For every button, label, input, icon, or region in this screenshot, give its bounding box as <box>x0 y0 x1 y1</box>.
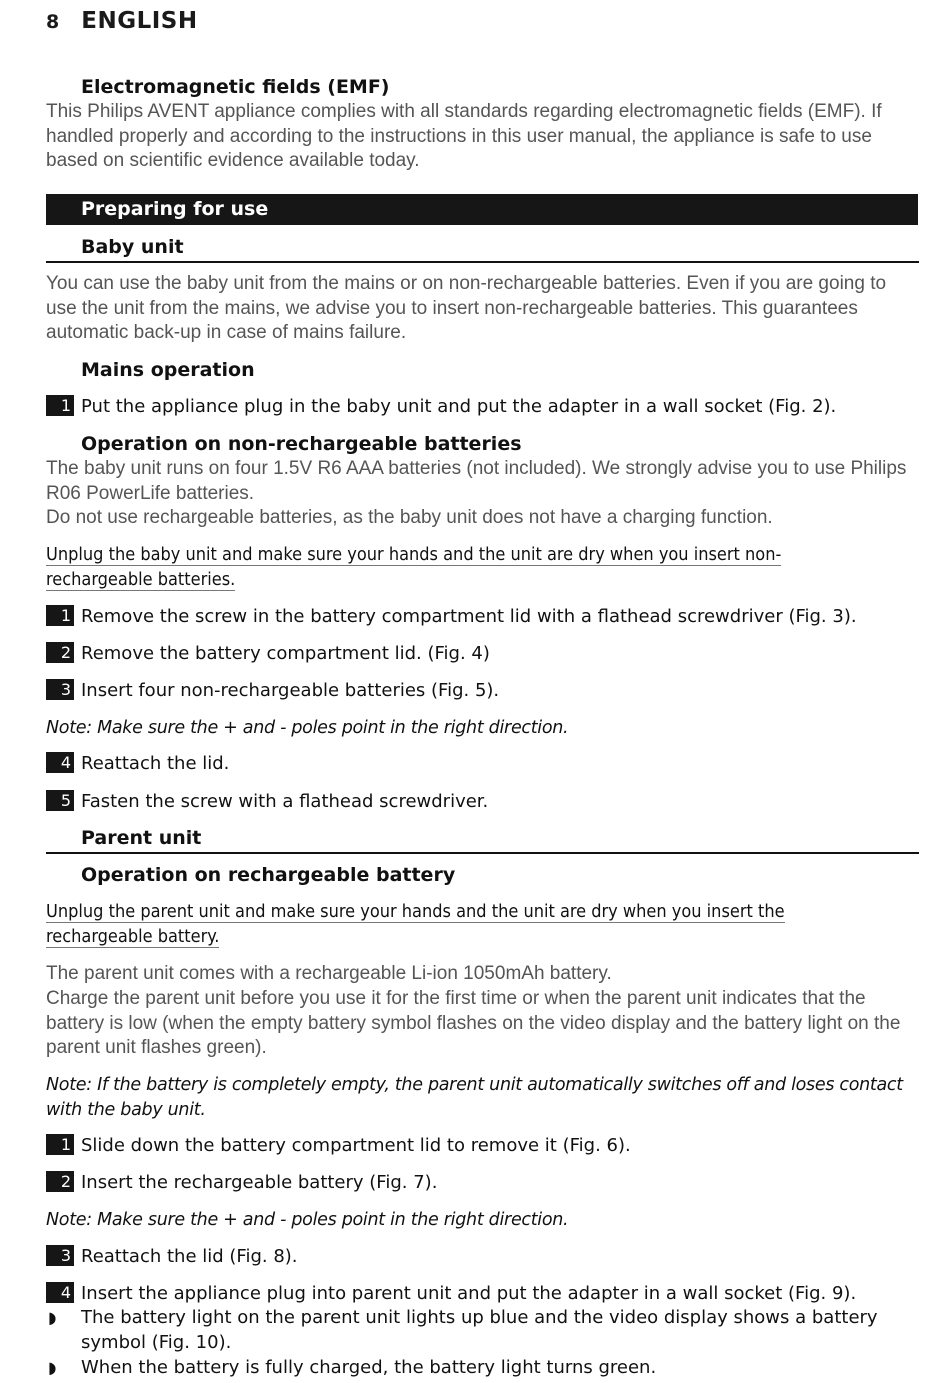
warning-parent-unit <box>46 900 918 949</box>
step-text: Insert the appliance plug into parent unit and put the adapter in a wall socket (Fig. 9). <box>81 1283 857 1304</box>
step-item <box>46 642 926 667</box>
step-number: 5 <box>46 790 74 811</box>
baby-unit-paragraph: You can use the baby unit from the mains or on non-rechargeable batteries. Even if you are going to use the unit from the mains, we advise you to insert non-rechargeable batteries. This guarantees automatic back-up in case of mains failure. <box>46 273 887 344</box>
emf-heading: Electromagnetic fields (EMF) <box>81 76 390 98</box>
parent-paragraph-1: The parent unit comes with a rechargeable Li-ion 1050mAh battery. <box>46 963 612 984</box>
bullet-arrow-icon: ◗ <box>48 1358 57 1377</box>
warning-line: rechargeable battery. <box>46 925 220 947</box>
result-bullet <box>46 1306 918 1355</box>
warning-line: Unplug the baby unit and make sure your hands and the unit are dry when you insert non- <box>46 544 782 565</box>
step-number: 4 <box>46 752 74 773</box>
step-item <box>46 1245 926 1270</box>
step-text: Remove the screw in the battery compartment lid with a flathead screwdriver (Fig. 3). <box>81 606 857 627</box>
mains-operation-heading: Mains operation <box>81 359 255 381</box>
divider <box>46 261 919 263</box>
warning-line: Unplug the parent unit and make sure your hands and the unit are dry when you insert the <box>46 901 785 922</box>
step-item <box>46 1282 926 1307</box>
warning-baby-unit <box>46 543 918 592</box>
step-item <box>46 679 926 704</box>
bullet-text: When the battery is fully charged, the battery light turns green. <box>81 1357 657 1378</box>
language-title: ENGLISH <box>81 8 198 34</box>
divider <box>46 852 919 854</box>
step-number: 3 <box>46 1245 74 1266</box>
step-text: Fasten the screw with a flathead screwdriver. <box>81 791 489 812</box>
step-text: Insert four non-rechargeable batteries (Fig. 5). <box>81 680 500 701</box>
step-item <box>46 1134 926 1159</box>
step-item <box>46 1171 926 1196</box>
bullet-arrow-icon: ◗ <box>48 1308 57 1327</box>
step-number: 2 <box>46 1171 74 1192</box>
warning-line: rechargeable batteries. <box>46 568 236 590</box>
section-bar-title: Preparing for use <box>81 198 269 220</box>
note-poles: Note: Make sure the + and - poles point in the right direction. <box>46 1210 569 1230</box>
rechargeable-heading: Operation on rechargeable battery <box>81 864 456 886</box>
note-battery-empty: Note: If the battery is completely empty, the parent unit automatically switches off and loses contact with the baby unit. <box>46 1075 903 1120</box>
page-number: 8 <box>46 11 60 33</box>
parent-paragraph-2: Charge the parent unit before you use it for the first time or when the parent unit indicates that the battery is low (when the empty battery symbol flashes on the video display and the battery light on the parent unit flashes green). <box>46 988 901 1059</box>
step-text: Put the appliance plug in the baby unit and put the adapter in a wall socket (Fig. 2). <box>81 396 837 417</box>
emf-paragraph: This Philips AVENT appliance complies with all standards regarding electromagnetic fields (EMF). If handled properly and according to the instructions in this user manual, the appliance is safe to use based on scientific evidence available today. <box>46 101 882 172</box>
non-rechargeable-heading: Operation on non-rechargeable batteries <box>81 433 522 455</box>
step-number: 3 <box>46 679 74 700</box>
step-item <box>46 752 926 777</box>
result-bullet <box>46 1356 918 1381</box>
parent-unit-heading: Parent unit <box>81 827 202 849</box>
step-number: 1 <box>46 605 74 626</box>
step-number: 1 <box>46 1134 74 1155</box>
step-number: 2 <box>46 642 74 663</box>
step-number: 4 <box>46 1282 74 1303</box>
step-text: Reattach the lid. <box>81 753 230 774</box>
bullet-text: The battery light on the parent unit lights up blue and the video display shows a battery <box>81 1307 878 1328</box>
page-header <box>46 8 198 34</box>
note-poles: Note: Make sure the + and - poles point in the right direction. <box>46 718 569 738</box>
bullet-text: symbol (Fig. 10). <box>81 1331 232 1353</box>
step-item <box>46 605 926 630</box>
step-text: Remove the battery compartment lid. (Fig. 4) <box>81 643 490 664</box>
section-bar-preparing <box>46 194 918 225</box>
step-text: Insert the rechargeable battery (Fig. 7). <box>81 1172 438 1193</box>
step-text: Reattach the lid (Fig. 8). <box>81 1246 298 1267</box>
batteries-paragraph-2: Do not use rechargeable batteries, as the baby unit does not have a charging function. <box>46 507 773 528</box>
step-item <box>46 395 926 420</box>
step-item <box>46 790 926 815</box>
step-number: 1 <box>46 395 74 416</box>
step-text: Slide down the battery compartment lid to remove it (Fig. 6). <box>81 1135 631 1156</box>
batteries-paragraph-1: The baby unit runs on four 1.5V R6 AAA batteries (not included). We strongly advise you to use Philips R06 PowerLife batteries. <box>46 458 907 504</box>
baby-unit-heading: Baby unit <box>81 236 184 258</box>
